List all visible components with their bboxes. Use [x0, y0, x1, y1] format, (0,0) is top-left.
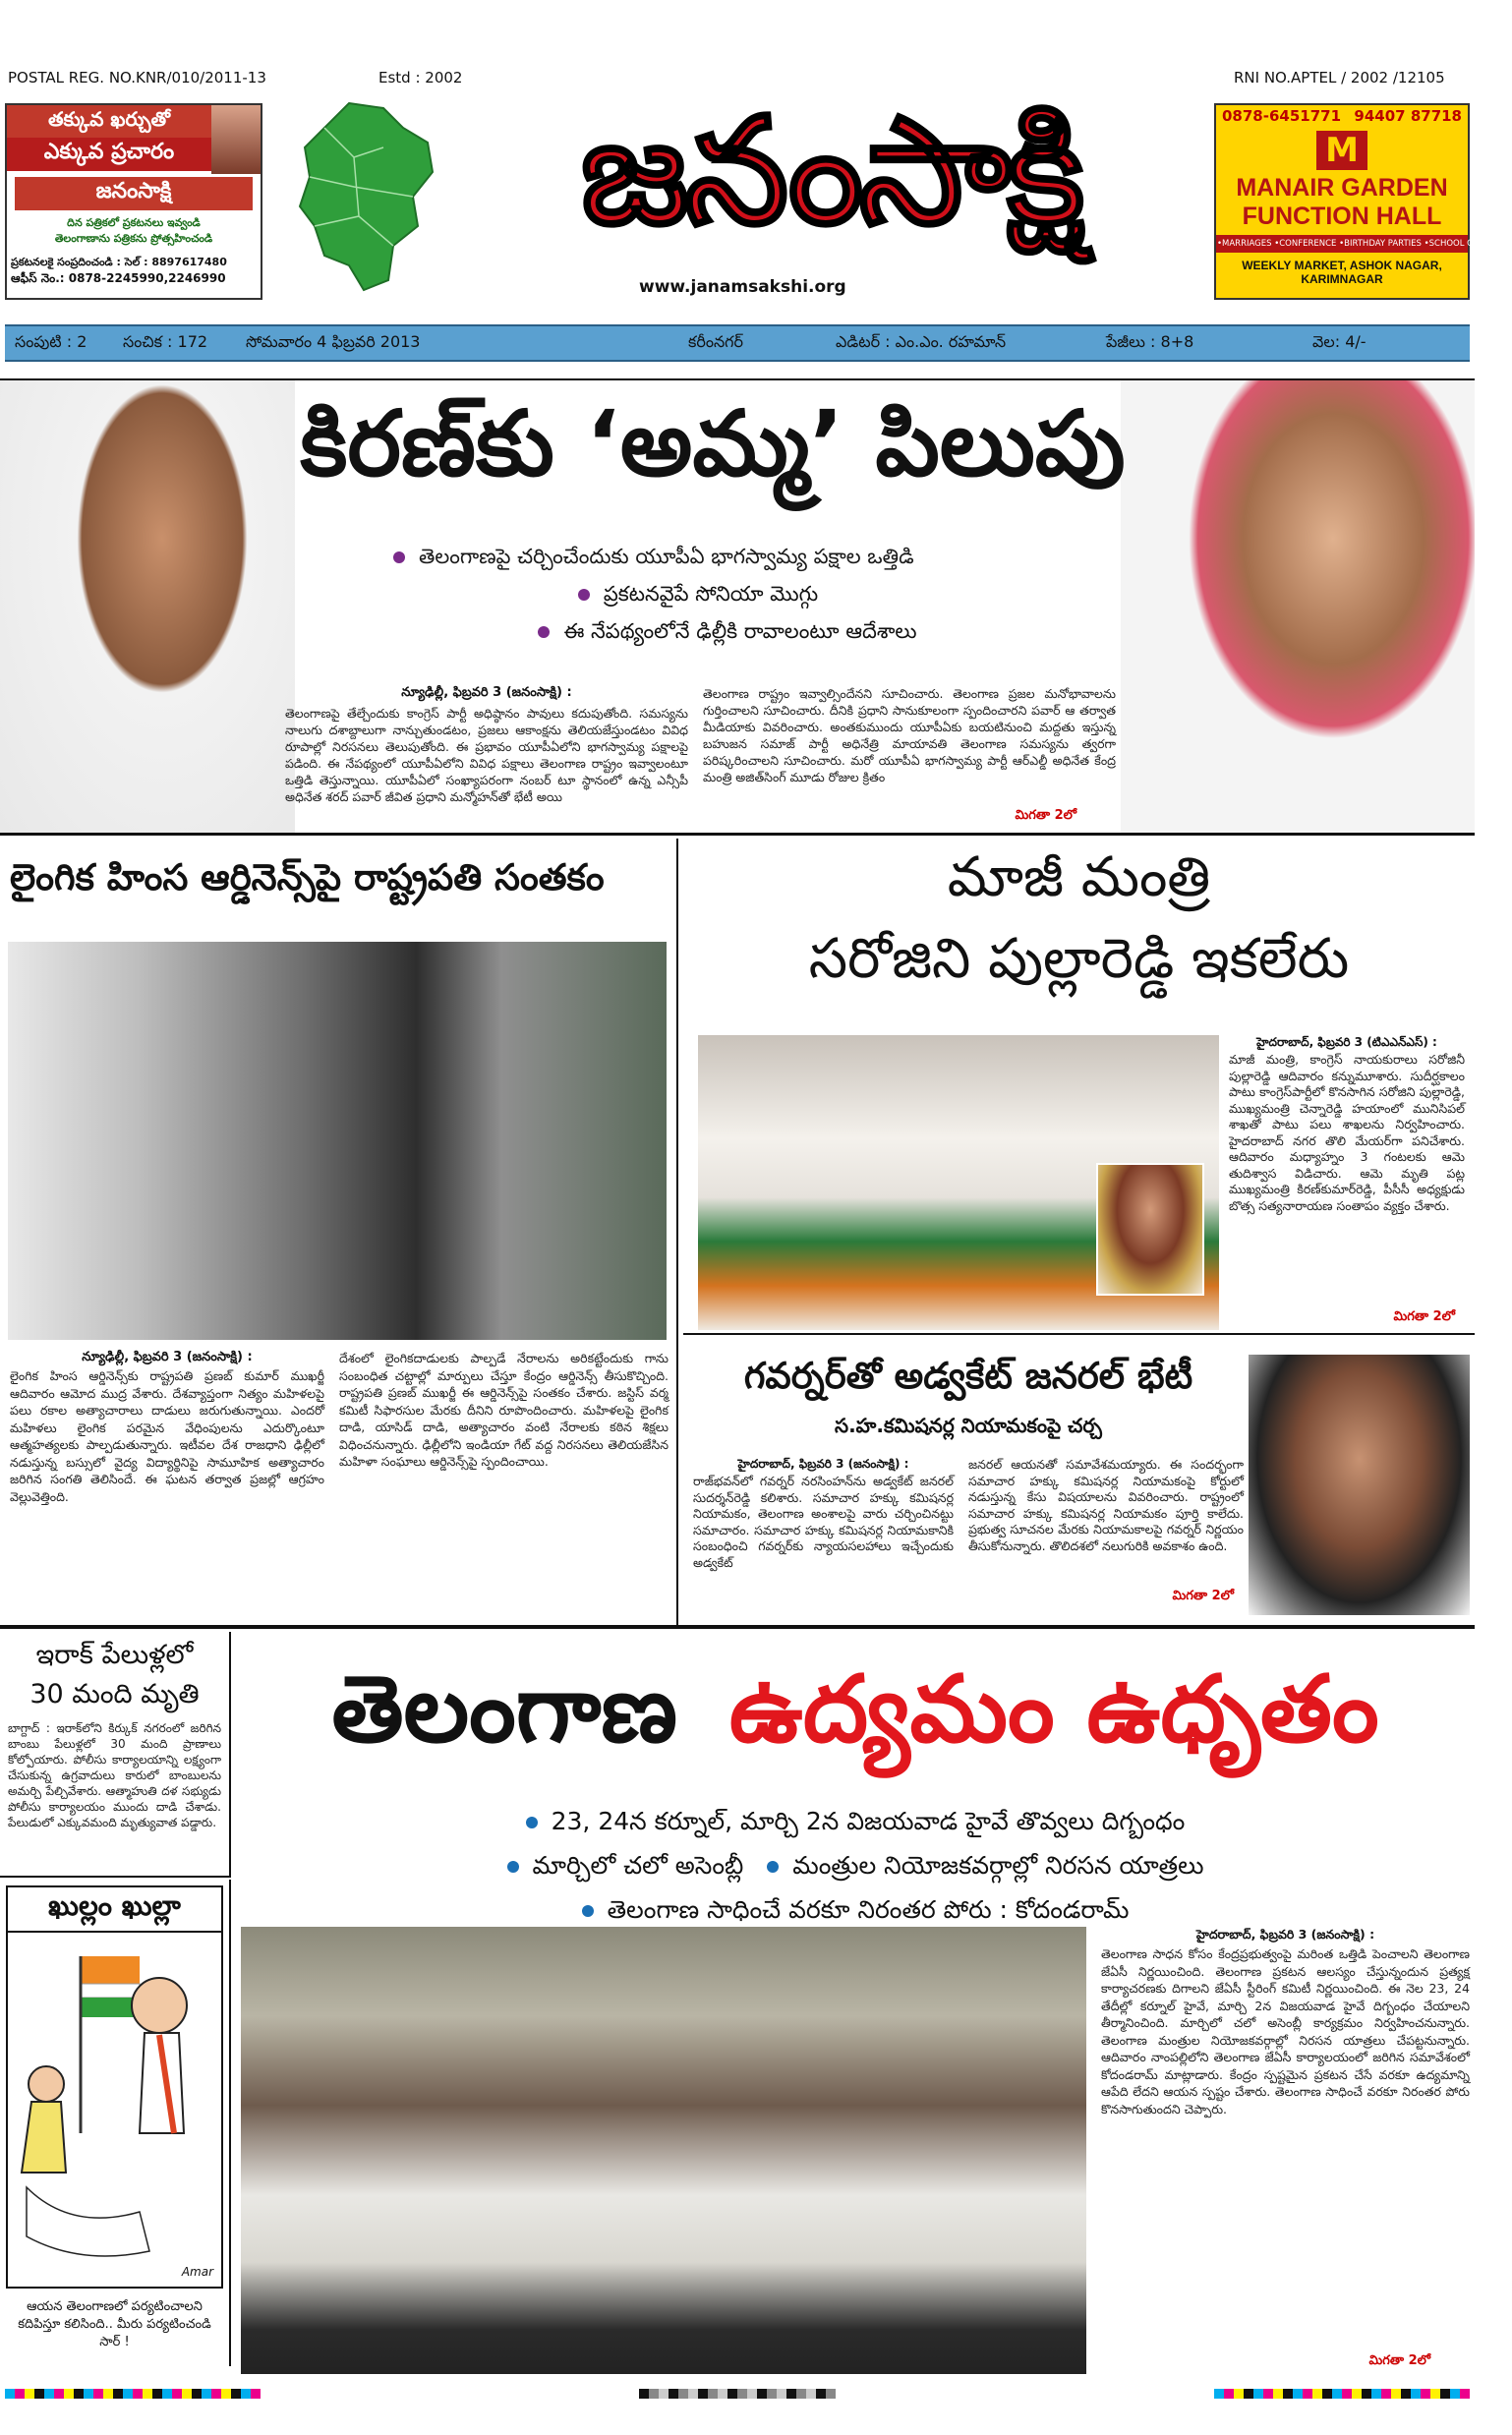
ad-right-phone1: 0878-6451771: [1222, 107, 1342, 125]
website-link[interactable]: www.janamsakshi.org: [639, 277, 846, 297]
obit-dateline: హైదరాబాద్, ఫిబ్రవరి 3 (టిఎఎన్ఎస్) :: [1256, 1035, 1437, 1049]
dateline-date: సోమవారం 4 ఫిబ్రవరి 2013: [246, 331, 421, 351]
ad-left-brand: జనంసాక్షి: [15, 177, 253, 210]
registration-strip-center: [639, 2389, 836, 2399]
kiran-photo: [0, 380, 295, 833]
ad-left-line1: తక్కువ ఖర్చుతో: [7, 105, 211, 138]
telangana-bullet-row: [236, 1843, 1475, 1887]
obit-story: [683, 839, 1475, 1335]
president-col1: లైంగిక హింస ఆర్డినెన్స్‌కు రాష్ట్రపతి ప్రణబ్ కుమార్ ముఖర్జీ ఆదివారం ఆమోద ముద్ర వేశారు. దేశవ్యాప్తంగా నిత్యం మహిళలపై పలు రకాల అత్యాచారాలు దాడులు జరుగుతున్నాయి. ఎందరో మహిళలు లైంగిక పరమైన వేధింపులను ఎదుర్కొంటూ ఆత్మహత్యలకు పాల్పడుతున్నారు. ఇటీవల దేశ రాజధాని ఢిల్లీలో నడుస్తున్న బస్సులో వైద్య విద్యార్థినిపై సామూహిక అత్యాచారం జరిగిన సంగతి తెలిసిందే. ఈ ఘటన తర్వాత ప్రజల్లో ఆగ్రహం వెల్లువెత్తింది.: [10, 1368, 324, 1504]
lead-bullet: తెలంగాణపై చర్చించేందుకు యూపీఏ భాగస్వామ్య పక్షాల ఒత్తిడి: [393, 538, 1121, 575]
section-divider: [0, 1625, 1475, 1629]
ad-right-name2: FUNCTION HALL: [1242, 203, 1442, 230]
telangana-headline-black: తెలంగాణ: [331, 1656, 678, 1764]
governor-col2: జనరల్ ఆయనతో సమావేశమయ్యారు. ఈ సందర్భంగా సమాచార హక్కు కమిషనర్ల నియామకంపై కోర్టులో నడుస్తున్న కేసు విషయాలను వివరించారు. రాష్ట్రంలో సమాచార హక్కు కమిషనర్ల నియామకం పూర్తి కాలేదు. ప్రభుత్వ సూచనల మేరకు నియామకాలపై గవర్నర్ నిర్ణయం తీసుకోనున్నారు. తొలిదశలో నలుగురికి అవకాశం ఉంది.: [968, 1457, 1244, 1553]
obit-headline-line1: మాజీ మంత్రి: [947, 845, 1211, 909]
cartoon-box: [0, 1880, 231, 2366]
telangana-bullet: మార్చిలో చలో అసెంబ్లీ: [532, 1851, 744, 1880]
president-story: [0, 839, 678, 1625]
cartoon-drawing-icon: [12, 1937, 223, 2281]
lead-bullets: [393, 538, 1121, 650]
ad-right[interactable]: [1214, 103, 1512, 300]
ad-right-name1: MANAIR GARDEN: [1236, 174, 1448, 202]
dateline-pages: పేజీలు : 8+8: [1106, 331, 1194, 351]
ad-left-line6: ఆఫీస్ నెం.: 0878-2245990,2246990: [11, 271, 226, 285]
governor-continued[interactable]: మిగతా 2లో: [1172, 1589, 1234, 1603]
iraq-story: [0, 1632, 231, 1878]
telangana-map-icon: [295, 98, 442, 295]
governor-col1: రాజ్‌భవన్‌లో గవర్నర్ నరసింహన్‌ను అడ్వకేట్ జనరల్ సుదర్శన్‌రెడ్డి కలిశారు. సమాచార హక్కు కమిషనర్ల నియామకం, తెలంగాణ అంశాలపై వారు చర్చించినట్టు సమాచారం. సమాచార హక్కు కమిషనర్ల నియామకానికి సంబంధించి గవర్నర్‌కు న్యాయసలహాలు ఇచ్చేందుకు అడ్వకేట్: [693, 1474, 954, 1570]
obit-continued[interactable]: మిగతా 2లో: [1393, 1309, 1455, 1324]
telangana-text: తెలంగాణ సాధన కోసం కేంద్రప్రభుత్వంపై మరింత ఒత్తిడి పెంచాలని తెలంగాణ జేఏసీ నిర్ణయించింది. తెలంగాణ ప్రకటన ఆలస్యం చేస్తున్నందున ప్రత్యక్ష కార్యాచరణకు దిగాలని జేఏసీ స్టీరింగ్ కమిటీ నిర్ణయించింది. ఈ నెల 23, 24 తేదీల్లో కర్నూల్ హైవే, మార్చి 2న విజయవాడ హైవే దిగ్బంధం చేయాలని తీర్మానించింది. మార్చిలో చలో అసెంబ్లీ కార్యక్రమం నిర్వహించనున్నారు. తెలంగాణ మంత్రుల నియోజకవర్గాల్లో నిరసన యాత్రలు చేపట్టనున్నారు. ఆదివారం నాంపల్లిలోని తెలంగాణ జేఏసీ కార్యాలయంలో జరిగిన సమావేశంలో కోదండరామ్ మాట్లాడారు. కేంద్రం స్పష్టమైన ప్రకటన చేసే వరకూ ఉద్యమాన్ని ఆపేది లేదని ఆయన స్పష్టం చేశారు. తెలంగాణ సాధించే వరకూ నిరంతర పోరు కొనసాగుతుందని చెప్పారు.: [1101, 1946, 1470, 2116]
obit-photo: [698, 1035, 1219, 1330]
ad-left-line5: ప్రకటనలకై సంప్రదించండి : సెల్ : 8897617480: [11, 256, 227, 268]
iraq-headline-line1: ఇరాక్ పేలుళ్లలో: [35, 1640, 194, 1670]
obit-inset-portrait: [1096, 1163, 1204, 1296]
cartoon-artist: Amar: [181, 2265, 213, 2279]
dateline-price: వెల: 4/-: [1312, 331, 1367, 351]
ad-left[interactable]: [5, 103, 262, 300]
president-col2: దేశంలో లైంగికదాడులకు పాల్పడే నేరాలను అరికట్టేందుకు గాను సంబంధిత చట్టాల్లో మార్పులు చేస్తూ కేంద్రం ఆర్డినెన్స్ తీసుకొచ్చింది. రాష్ట్రపతి ప్రణబ్ ముఖర్జీ ఈ ఆర్డినెన్స్‌పై సంతకం చేశారు. జస్టిస్ వర్మ కమిటీ సిఫారసుల మేరకు దీనిని రూపొందించారు. మహిళలపై లైంగిక దాడి, యాసిడ్ దాడి, అత్యాచారం వంటి నేరాలకు కఠిన శిక్షలు విధించనున్నారు. ఢిల్లీలోని ఇండియా గేట్ వద్ద నిరసనలు తెలియజేసిన మహిళా సంఘాలు ఆర్డినెన్స్‌పై స్పందించాయి.: [339, 1351, 669, 1469]
president-photo: [8, 942, 667, 1340]
dateline-editor: ఎడిటర్ : ఎం.ఎం. రహమాన్: [836, 331, 1007, 351]
governor-dateline: హైదరాబాద్, ఫిబ్రవరి 3 (జనంసాక్షి) :: [737, 1457, 909, 1471]
obit-text: మాజీ మంత్రి, కాంగ్రెస్ నాయకురాలు సరోజినీ పుల్లారెడ్డి ఆదివారం కన్నుమూశారు. సుదీర్ఘకాలం పాటు కాంగ్రెస్‌పార్టీలో కొనసాగిన సరోజిని పుల్లారెడ్డి, ముఖ్యమంత్రి చెన్నారెడ్డి హయాంలో మునిసిపల్ శాఖతో పాటు పలు శాఖలను నిర్వహించారు. హైదరాబాద్ నగర తొలి మేయర్‌గా పనిచేశారు. ఆదివారం మధ్యాహ్నం 3 గంటలకు ఆమె తుదిశ్వాస విడిచారు. ఆమె మృతి పట్ల ముఖ్యమంత్రి కిరణ్‌కుమార్‌రెడ్డి, పీసీసీ అధ్యక్షుడు బొత్స సత్యనారాయణ సంతాపం వ్యక్తం చేశారు.: [1229, 1052, 1465, 1213]
ad-left-line4: తెలంగాణాను పత్రికను ప్రోత్సహించండి: [54, 232, 213, 245]
lead-col2: తెలంగాణ రాష్ట్రం ఇవ్వాల్సిందేనని సూచించారు. తెలంగాణ ప్రజల మనోభావాలను గుర్తించాలని సూచించారు. దీనికి ప్రధాని సానుకూలంగా స్పందించారని పవార్ ఆ తర్వాత మీడియాకు వివరించారు. అంతకుముందు యూపీఏకు బయటినుంచి మద్దతు ఇస్తున్న బహుజన సమాజ్ పార్టీ అధినేత్రి మాయావతి తెలంగాణ సమస్యను త్వరగా పరిష్కరించాలని సూచించారు. మరో యూపీఏ భాగస్వామ్య పార్టీ ఆర్ఎల్డీ అధినేత కేంద్ర మంత్రి అజిత్‌సింగ్ మూడు రోజుల క్రితం: [703, 686, 1116, 784]
telangana-headline-red: ఉద్యమం ఉధృతం: [728, 1656, 1379, 1764]
dateline-bar: [5, 324, 1470, 362]
ad-left-line3: దిన పత్రికలో ప్రకటనలు ఇవ్వండి: [67, 216, 201, 229]
dateline-issue: సంచిక : 172: [123, 331, 208, 351]
established-year: Estd : 2002: [378, 69, 463, 87]
lead-col1: తెలంగాణపై తేల్చేందుకు కాంగ్రెస్ పార్టీ అధిష్ఠానం పావులు కదుపుతోంది. సమస్యను నాలుగు దశాబ్దాలుగా నాన్చుతుండటం, ప్రజలు ఆకాంక్షను తెలియజేస్తుండటం వివిధ రూపాల్లో నిరసనలు తెలుపుతోంది. ఈ ప్రభావం యూపీఏలోని భాగస్వామ్య పక్షాలపై పడింది. ఈ నేపథ్యంలో యూపీఏలోని వివిధ పక్షాలు తెలంగాణ రాష్ట్రం ఇవ్వాలంటూ ఒత్తిడి తెస్తున్నాయి. యూపీఏలో సంఖ్యాపరంగా నంబర్ టూ స్థానంలో ఉన్న ఎన్సీపీ అధినేత శరద్ పవార్ జీవిత ప్రధాని మన్మోహన్‌తో భేటీ అయి: [285, 706, 688, 804]
ad-right-logo-icon: M: [1316, 131, 1367, 170]
ad-left-person-photo: [211, 105, 261, 174]
telangana-continued[interactable]: మిగతా 2లో: [1368, 2353, 1430, 2368]
lead-dateline: న్యూఢిల్లీ, ఫిబ్రవరి 3 (జనంసాక్షి) :: [401, 685, 572, 700]
lead-story: [0, 378, 1475, 836]
ad-right-address: WEEKLY MARKET, ASHOK NAGAR, KARIMNAGAR: [1242, 259, 1442, 286]
telangana-bullet: 23, 24న కర్నూల్, మార్చి 2న విజయవాడ హైవే తొవ్వలు దిగ్బంధం: [236, 1799, 1475, 1843]
sonia-photo: [1121, 380, 1475, 833]
lead-continued[interactable]: మిగతా 2లో: [1015, 808, 1076, 823]
governor-headline: గవర్నర్‌తో అడ్వకేట్ జనరల్ భేటీ: [743, 1355, 1193, 1397]
registration-strip-right: [1214, 2389, 1470, 2399]
ad-right-services: •MARRIAGES •CONFERENCE •BIRTHDAY PARTIES •SCHOOL CONCERTS: [1216, 235, 1468, 253]
registration-strip-left: [5, 2389, 261, 2399]
governor-story: [683, 1337, 1475, 1625]
president-dateline: న్యూఢిల్లీ, ఫిబ్రవరి 3 (జనంసాక్షి) :: [82, 1350, 253, 1364]
rni-number: RNI NO.APTEL / 2002 /12105: [1234, 69, 1445, 87]
governor-subhead: స.హ.కమిషనర్ల నియామకంపై చర్చ: [835, 1414, 1102, 1437]
cartoon-caption: ఆయన తెలంగాణలో పర్యటించాలని కదిపిస్తూ కలిసింది.. మీరు పర్యటించండి సార్ !: [18, 2299, 211, 2349]
ad-right-phone2: 94407 87718: [1354, 107, 1462, 125]
president-headline: లైంగిక హింస ఆర్డినెన్స్‌పై రాష్ట్రపతి సంతకం: [10, 856, 605, 899]
iraq-headline-line2: 30 మంది మృతి: [29, 1679, 200, 1710]
kodandaram-press-photo: [241, 1927, 1086, 2374]
telangana-dateline: హైదరాబాద్, ఫిబ్రవరి 3 (జనంసాక్షి) :: [1195, 1927, 1375, 1942]
postal-reg-no: POSTAL REG. NO.KNR/010/2011-13: [8, 69, 266, 87]
telangana-story: [236, 1632, 1475, 2379]
dateline-place: కరీంనగర్: [688, 331, 744, 351]
newspaper-title: జనంసాక్షి: [581, 87, 1080, 258]
obit-headline-line2: సరోజిని పుల్లారెడ్డి ఇకలేరు: [808, 927, 1350, 991]
lead-bullet: ఈ నేపథ్యంలోనే ఢిల్లీకి రావాలంటూ ఆదేశాలు: [393, 612, 1121, 650]
lead-headline: కిరణ్‌కు ‘అమ్మ’ పిలుపు: [300, 391, 1126, 496]
ad-left-line2: ఎక్కువ ప్రచారం: [7, 138, 211, 171]
telangana-bullet: తెలంగాణ సాధించే వరకూ నిరంతర పోరు : కోదండరామ్: [236, 1887, 1475, 1932]
lead-bullet: ప్రకటనవైపే సోనియా మొగ్గు: [393, 575, 1121, 612]
dateline-volume: సంపుటి : 2: [15, 331, 87, 351]
cartoon-title: ఖుల్లం ఖుల్లా: [8, 1887, 221, 1933]
telangana-bullet: మంత్రుల నియోజకవర్గాల్లో నిరసన యాత్రలు: [792, 1851, 1204, 1880]
iraq-text: బాగ్దాద్ : ఇరాక్‌లోని కిర్కుక్ నగరంలో జరిగిన బాంబు పేలుళ్లలో 30 మంది ప్రాణాలు కోల్పోయారు. పోలీసు కార్యాలయాన్ని లక్ష్యంగా చేసుకున్న ఉగ్రవాదులు కారులో బాంబులను అమర్చి పేల్చివేశారు. ఆత్మాహుతి దళ సభ్యుడు పోలీసు కార్యాలయం ముందు దాడి చేశాడు. పేలుడులో ఎక్కువమంది మృత్యువాత పడ్డారు.: [8, 1721, 221, 1829]
governor-photo: [1249, 1355, 1470, 1615]
